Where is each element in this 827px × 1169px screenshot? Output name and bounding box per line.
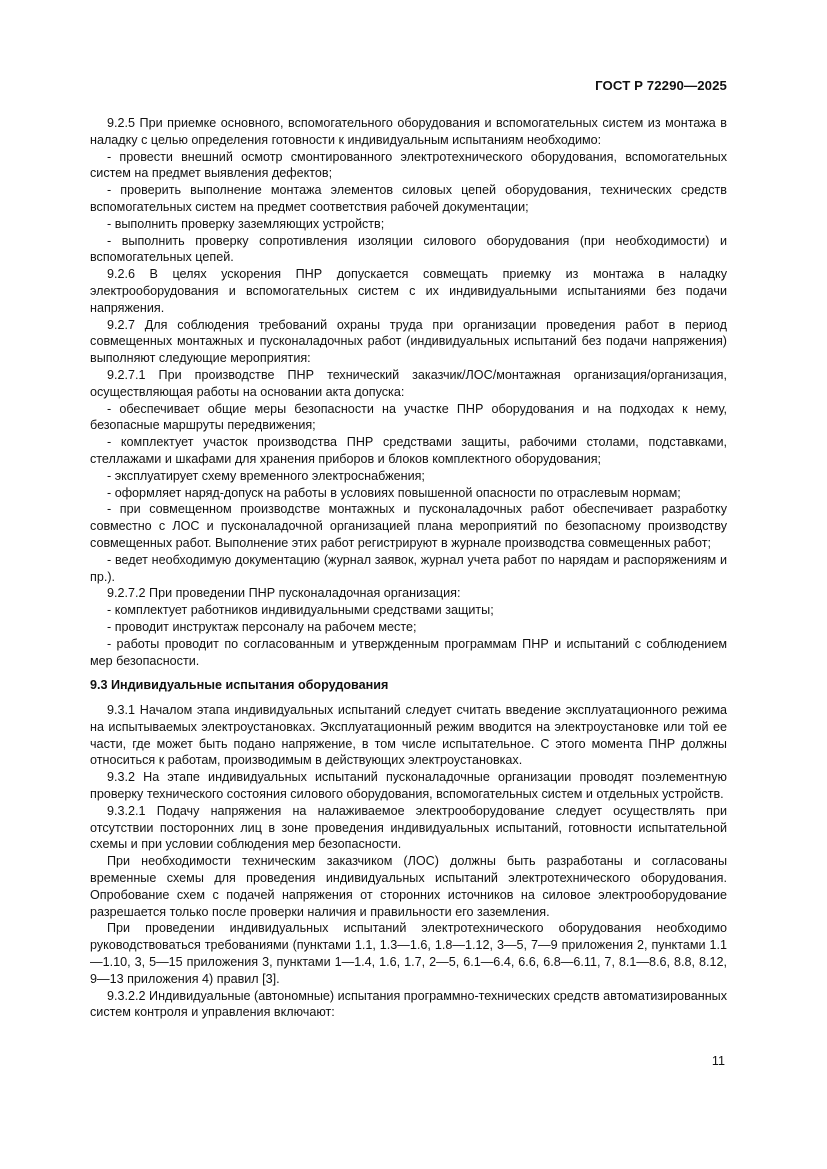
- section-heading: 9.3 Индивидуальные испытания оборудования: [90, 678, 389, 693]
- paragraph: 9.3.2 На этапе индивидуальных испытаний пусконаладочные организации проводят поэлементную проверку технического состояния силового оборудования, вспомогательных систем и отдельных устройств.: [90, 770, 727, 802]
- list-item: - ведет необходимую документацию (журнал заявок, журнал учета работ по нарядам и распоряжениям и пр.).: [90, 552, 727, 584]
- list-item: - проводит инструктаж персоналу на рабочем месте;: [107, 619, 417, 634]
- clause-9-2-block: [90, 115, 727, 669]
- paragraph: 9.2.7 Для соблюдения требований охраны труда при организации проведения работ в период совмещенных монтажных и пусконаладочных работ (индивидуальных испытаний без подачи напряжения) выполняют следующие мероприятия:: [90, 317, 727, 366]
- list-item: - оформляет наряд-допуск на работы в условиях повышенной опасности по отраслевым нормам;: [107, 485, 681, 500]
- list-item: - комплектует работников индивидуальными средствами защиты;: [107, 603, 494, 618]
- list-item: - комплектует участок производства ПНР средствами защиты, рабочими столами, подставками, стеллажами и шкафами для хранения приборов и блоков комплектного оборудования;: [90, 435, 727, 466]
- paragraph: 9.2.6 В целях ускорения ПНР допускается совмещать приемку из монтажа в наладку электрооборудования и вспомогательных систем с их индивидуальными испытаниями без подачи напряжения.: [90, 267, 727, 315]
- paragraph: 9.2.5 При приемке основного, вспомогательного оборудования и вспомогательных систем из монтажа в наладку с целью определения готовности к индивидуальным испытаниям необходимо:: [90, 116, 727, 147]
- paragraph: 9.2.7.1 При производстве ПНР технический заказчик/ЛОС/монтажная организация/организация, осуществляющая работы на основании акта допуска:: [90, 367, 727, 399]
- list-item: - проверить выполнение монтажа элементов силовых цепей оборудования, технических средств вспомогательных систем на предмет соответствия рабочей документации;: [90, 183, 727, 214]
- paragraph: При проведении индивидуальных испытаний электротехнического оборудования необходимо руководствоваться требованиями (пунктами 1.1, 1.3—1.6, 1.8—1.12, 3—5, 7—9 приложения 2, пунктами 1.1—1.10, 3, 5—15 приложения 3, пунктами 1—1.4, 1.6, 1.7, 2—5, 6.1—6.4, 6.6, 6.8—6.11, 7, 8.1—8.6, 8.8, 8.12, 9—13 приложения 4) правил [3].: [90, 921, 727, 986]
- paragraph: При необходимости техническим заказчиком (ЛОС) должны быть разработаны и согласованы временные схемы для проведения индивидуальных испытаний электротехнического оборудования. Опробование схем с подачей напряжения от сторонних источников на силовое электрооборудование разрешается только после проверки наличия и правильности его заземления.: [90, 854, 727, 919]
- paragraph: 9.3.2.2 Индивидуальные (автономные) испытания программно-технических средств автоматизированных систем контроля и управления включают:: [90, 988, 727, 1020]
- document-code: ГОСТ Р 72290—2025: [595, 78, 727, 93]
- list-item: - работы проводит по согласованным и утвержденным программам ПНР и испытаний с соблюдением мер безопасности.: [90, 636, 727, 668]
- paragraph: 9.3.2.1 Подачу напряжения на налаживаемое электрооборудование следует осуществлять при отсутствии посторонних лиц в зоне проведения индивидуальных испытаний, готовности испытательной схемы и при условии соблюдения мер безопасности.: [90, 803, 727, 852]
- list-item: - обеспечивает общие меры безопасности на участке ПНР оборудования и на подходах к нему, безопасные маршруты передвижения;: [90, 401, 727, 433]
- list-item: - при совмещенном производстве монтажных и пусконаладочных работ обеспечивает разработку совместно с ЛОС и пусконаладочной организацией плана мероприятий по безопасному производству совмещенных работ. Выполнение этих работ регистрируют в журнале производства совмещенных работ;: [90, 502, 727, 550]
- page-number: 11: [711, 1054, 725, 1068]
- paragraph: 9.2.7.2 При проведении ПНР пусконаладочная организация:: [107, 586, 461, 601]
- paragraph: 9.3.1 Началом этапа индивидуальных испытаний следует считать введение эксплуатационного режима на испытываемых электроустановках. Эксплуатационный режим вводится на электроустановке или той ее части, где может быть подано напряжение, в том числе испытательное. С этого момента ПНР должны относиться к работам, производимым в действующих электроустановках.: [90, 703, 727, 768]
- document-body: [90, 115, 727, 1021]
- list-item: - выполнить проверку заземляющих устройств;: [107, 216, 385, 231]
- list-item: - выполнить проверку сопротивления изоляции силового оборудования (при необходимости) и вспомогательных цепей.: [90, 233, 727, 265]
- list-item: - провести внешний осмотр смонтированного электротехнического оборудования, вспомогательных систем на предмет выявления дефектов;: [90, 149, 727, 181]
- list-item: - эксплуатирует схему временного электроснабжения;: [107, 468, 425, 483]
- clause-9-3-block: [90, 702, 727, 1021]
